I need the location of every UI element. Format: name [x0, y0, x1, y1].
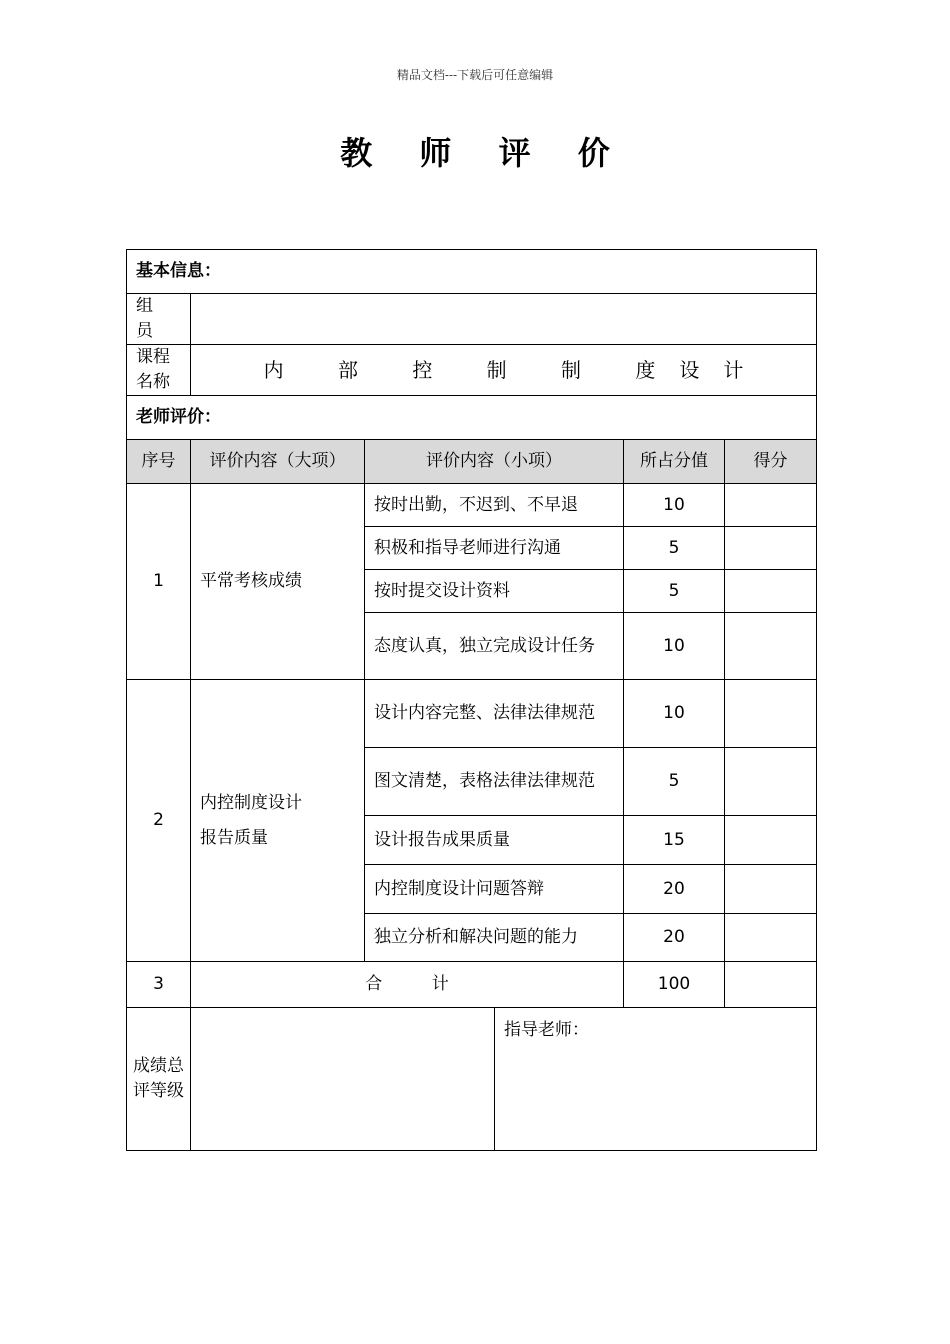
total-row — [127, 962, 817, 1008]
table-row — [127, 680, 817, 748]
item-points: 20 — [624, 914, 725, 962]
teacher-eval-label: 老师评价： — [127, 396, 817, 440]
column-header-no: 序号 — [127, 440, 191, 484]
item-minor: 内控制度设计问题答辩 — [365, 865, 624, 914]
course-name: 内 部 控 制 制 度设计 — [191, 345, 817, 396]
column-header-major: 评价内容（大项） — [191, 440, 365, 484]
item-points: 5 — [624, 748, 725, 816]
item-points: 10 — [624, 613, 725, 680]
item-points: 15 — [624, 816, 725, 865]
total-points: 100 — [624, 962, 725, 1008]
item-score-field[interactable] — [725, 680, 817, 748]
item-points: 5 — [624, 527, 725, 570]
item-points: 10 — [624, 680, 725, 748]
item-minor: 图文清楚，表格法律法律规范 — [365, 748, 624, 816]
item-score-field[interactable] — [725, 748, 817, 816]
member-label: 组 员 — [127, 294, 191, 345]
group-no: 1 — [127, 484, 191, 680]
item-points: 5 — [624, 570, 725, 613]
member-value-field[interactable] — [191, 294, 817, 345]
item-score-field[interactable] — [725, 816, 817, 865]
grade-value-field[interactable] — [191, 1008, 495, 1150]
evaluation-form-table — [126, 249, 817, 1151]
group-major-line: 报告质量 — [200, 827, 268, 848]
grade-advisor-cell — [191, 1008, 817, 1151]
item-score-field[interactable] — [725, 865, 817, 914]
table-header-row — [127, 440, 817, 484]
advisor-label: 指导老师： — [504, 1020, 589, 1040]
teacher-eval-row — [127, 396, 817, 440]
grade-row — [127, 1008, 817, 1151]
item-score-field[interactable] — [725, 484, 817, 527]
column-header-score: 得分 — [725, 440, 817, 484]
course-row — [127, 345, 817, 396]
group-major — [191, 680, 365, 962]
item-score-field[interactable] — [725, 527, 817, 570]
course-label: 课程名称 — [127, 345, 191, 396]
document-title: 教 师 评 价 — [340, 134, 628, 172]
member-row — [127, 294, 817, 345]
item-minor: 按时出勤，不迟到、不早退 — [365, 484, 624, 527]
item-minor: 按时提交设计资料 — [365, 570, 624, 613]
item-score-field[interactable] — [725, 914, 817, 962]
header-note: 精品文档---下载后可任意编辑 — [396, 68, 554, 82]
item-minor: 态度认真，独立完成设计任务 — [365, 613, 624, 680]
basic-info-row — [127, 250, 817, 294]
item-points: 20 — [624, 865, 725, 914]
item-minor: 独立分析和解决问题的能力 — [365, 914, 624, 962]
grade-label: 成绩总评等级 — [127, 1008, 191, 1151]
item-minor: 设计报告成果质量 — [365, 816, 624, 865]
column-header-minor: 评价内容（小项） — [365, 440, 624, 484]
group-major-line: 内控制度设计 — [200, 792, 302, 813]
item-score-field[interactable] — [725, 613, 817, 680]
group-major: 平常考核成绩 — [191, 484, 365, 680]
item-points: 10 — [624, 484, 725, 527]
table-row — [127, 484, 817, 527]
total-label: 合 计 — [191, 962, 624, 1008]
total-no: 3 — [127, 962, 191, 1008]
basic-info-label: 基本信息： — [127, 250, 817, 294]
group-no: 2 — [127, 680, 191, 962]
item-minor: 积极和指导老师进行沟通 — [365, 527, 624, 570]
total-score-field[interactable] — [725, 962, 817, 1008]
item-minor: 设计内容完整、法律法律规范 — [365, 680, 624, 748]
item-score-field[interactable] — [725, 570, 817, 613]
column-header-points: 所占分值 — [624, 440, 725, 484]
